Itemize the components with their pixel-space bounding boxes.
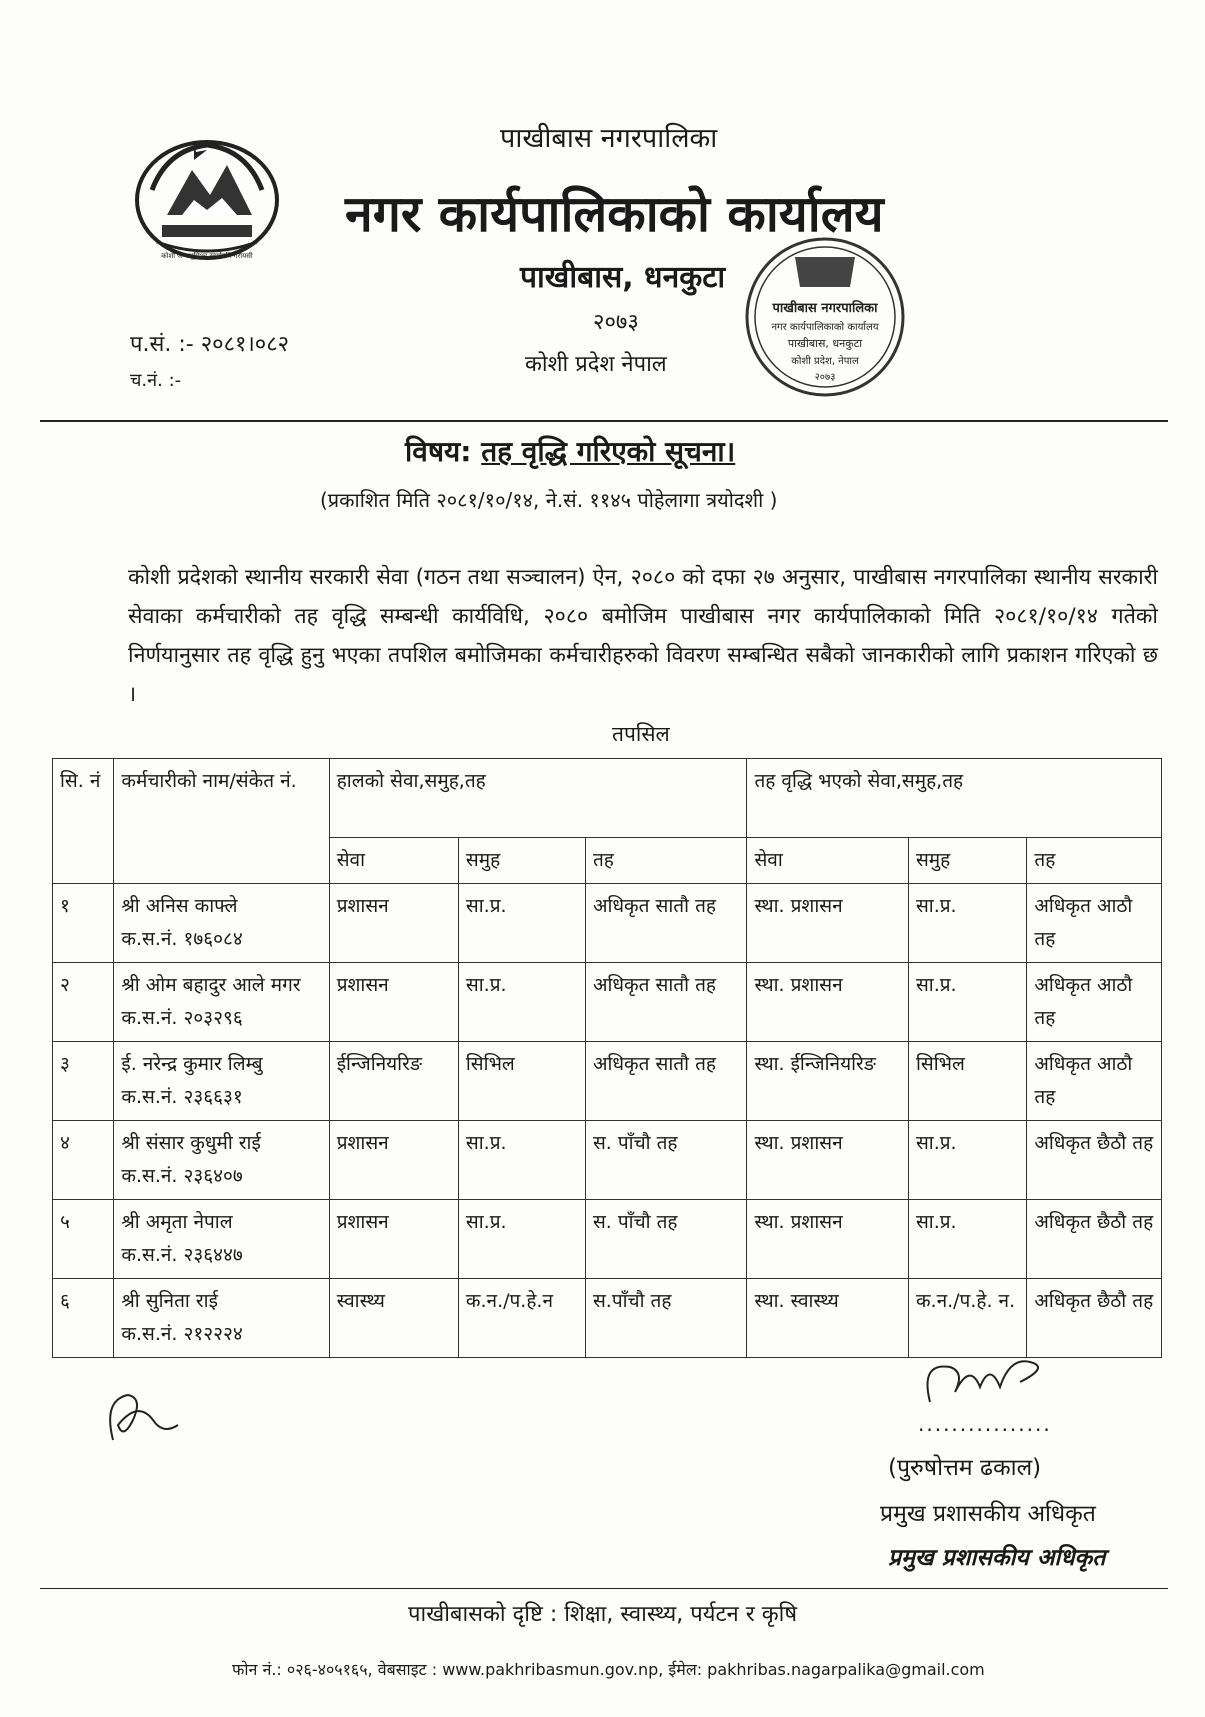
employee-code: क.स.नं. २३६४४७	[121, 1244, 243, 1266]
officer-signature	[910, 1342, 1060, 1422]
header-sn: सि. नं	[53, 759, 114, 884]
office-address: पाखीबास, धनकुटा	[520, 260, 726, 295]
row-name	[114, 1042, 329, 1121]
row-cur-service: प्रशासन	[329, 963, 458, 1042]
dispatch-number: च.नं. :-	[130, 370, 182, 391]
province-name: कोशी प्रदेश नेपाल	[525, 352, 667, 377]
row-cur-group: सा.प्र.	[458, 884, 585, 963]
initial-signature	[98, 1380, 188, 1460]
signatory-stamp: प्रमुख प्रशासकीय अधिकृत	[888, 1545, 1106, 1571]
row-new-group: क.न./प.हे. न.	[908, 1279, 1026, 1358]
employee-name: श्री सुनिता राई	[121, 1290, 218, 1312]
published-date: (प्रकाशित मिति २०८१/१०/१४, ने.सं. ११४५ पोहेलागा त्रयोदशी )	[320, 488, 778, 512]
employee-name: ई. नरेन्द्र कुमार लिम्बु	[121, 1053, 263, 1075]
table-header-row	[53, 759, 1162, 838]
row-name	[114, 1279, 329, 1358]
row-cur-level: स. पाँचौ तह	[585, 1121, 747, 1200]
table-row	[53, 884, 1162, 963]
stamp-line3: पाखीबास, धनकुटा	[787, 337, 863, 350]
footer-contact: फोन नं.: ०२६-४०५१६५, वेबसाइट : www.pakhribasmun.gov.np, ईमेल: pakhribas.nagarpalika@gmail.com	[232, 1660, 985, 1679]
row-cur-service: ईन्जिनियरिङ	[329, 1042, 458, 1121]
row-cur-service: प्रशासन	[329, 1121, 458, 1200]
row-cur-group: सिभिल	[458, 1042, 585, 1121]
signature-dots: ................	[918, 1412, 1052, 1436]
row-cur-service: स्वास्थ्य	[329, 1279, 458, 1358]
row-cur-service: प्रशासन	[329, 884, 458, 963]
subject-label: विषय:	[405, 435, 472, 468]
row-new-level: अधिकृत छैठौ तह	[1027, 1121, 1162, 1200]
header-promoted: तह वृद्धि भएको सेवा,समुह,तह	[747, 759, 1162, 838]
stamp-line1: पाखीबास नगरपालिका	[772, 301, 878, 316]
row-new-service: स्था. स्वास्थ्य	[747, 1279, 909, 1358]
header-name: कर्मचारीको नाम/संकेत नं.	[114, 759, 329, 884]
table-row	[53, 1200, 1162, 1279]
employee-code: क.स.नं. २३६६३१	[121, 1086, 243, 1108]
employee-name: श्री संसार कुधुमी राई	[121, 1132, 261, 1154]
row-sn: ५	[53, 1200, 114, 1279]
table-row	[53, 1042, 1162, 1121]
row-new-service: स्था. ईन्जिनियरिङ	[747, 1042, 909, 1121]
header-new-group: समुह	[908, 838, 1026, 884]
row-new-level: अधिकृत आठौ तह	[1027, 884, 1162, 963]
row-new-group: सा.प्र.	[908, 1200, 1026, 1279]
row-new-level: अधिकृत छैठौ तह	[1027, 1200, 1162, 1279]
row-name	[114, 963, 329, 1042]
signatory-name: (पुरुषोत्तम ढकाल)	[888, 1455, 1042, 1481]
row-new-service: स्था. प्रशासन	[747, 884, 909, 963]
row-cur-level: अधिकृत सातौ तह	[585, 884, 747, 963]
header-divider	[40, 420, 1168, 422]
header-cur-group: समुह	[458, 838, 585, 884]
header-current: हालको सेवा,समुह,तह	[329, 759, 747, 838]
row-cur-level: अधिकृत सातौ तह	[585, 1042, 747, 1121]
row-cur-group: सा.प्र.	[458, 963, 585, 1042]
row-cur-group: सा.प्र.	[458, 1200, 585, 1279]
office-stamp	[740, 232, 910, 402]
row-cur-level: अधिकृत सातौ तह	[585, 963, 747, 1042]
employee-code: क.स.नं. २०३२९६	[121, 1007, 243, 1029]
row-new-service: स्था. प्रशासन	[747, 1200, 909, 1279]
promotion-table	[52, 758, 1162, 1358]
row-new-group: सा.प्र.	[908, 1121, 1026, 1200]
row-sn: १	[53, 884, 114, 963]
row-sn: ६	[53, 1279, 114, 1358]
subject-line	[405, 432, 735, 470]
employee-code: क.स.नं. १७६०८४	[121, 928, 243, 950]
row-name	[114, 1200, 329, 1279]
row-new-service: स्था. प्रशासन	[747, 1121, 909, 1200]
header-cur-service: सेवा	[329, 838, 458, 884]
signatory-title: प्रमुख प्रशासकीय अधिकृत	[880, 1501, 1096, 1527]
office-name: नगर कार्यपालिकाको कार्यालय	[345, 185, 884, 243]
row-cur-group: क.न./प.हे.न	[458, 1279, 585, 1358]
row-new-level: अधिकृत आठौ तह	[1027, 963, 1162, 1042]
notice-body: कोशी प्रदेशको स्थानीय सरकारी सेवा (गठन तथा सञ्चालन) ऐन, २०८० को दफा २७ अनुसार, पाखीबास नगरपालिका स्थानीय सरकारी सेवाका कर्मचारीको तह वृद्धि सम्बन्धी कार्यविधि, २०८० बमोजिम पाखीबास नगर कार्यपालिकाको मिति २०८१/१०/१४ गतेको निर्णयानुसार तह वृद्धि हुनु भएका तपशिल बमोजिमका कर्मचारीहरुको विवरण सम्बन्धित सबैको जानकारीको लागि प्रकाशन गरिएको छ ।	[128, 565, 1158, 707]
header-new-level: तह	[1027, 838, 1162, 884]
row-name	[114, 1121, 329, 1200]
row-sn: २	[53, 963, 114, 1042]
municipality-name: पाखीबास नगरपालिका	[500, 123, 718, 154]
row-new-group: सा.प्र.	[908, 884, 1026, 963]
established-year: २०७३	[593, 310, 639, 335]
row-sn: ३	[53, 1042, 114, 1121]
employee-code: क.स.नं. २३६४०७	[121, 1165, 243, 1187]
footer-vision: पाखीबासको दृष्टि : शिक्षा, स्वास्थ्य, पर्यटन र कृषि	[408, 1602, 798, 1627]
employee-name: श्री ओम बहादुर आले मगर	[121, 974, 301, 996]
row-new-level: अधिकृत छैठौ तह	[1027, 1279, 1162, 1358]
subject-value: तह वृद्धि गरिएको सूचना।	[481, 435, 736, 468]
row-sn: ४	[53, 1121, 114, 1200]
row-new-group: सा.प्र.	[908, 963, 1026, 1042]
row-name	[114, 884, 329, 963]
row-cur-service: प्रशासन	[329, 1200, 458, 1279]
row-new-group: सिभिल	[908, 1042, 1026, 1121]
header-new-service: सेवा	[747, 838, 909, 884]
table-title: तपसिल	[612, 722, 670, 746]
table-row	[53, 1121, 1162, 1200]
employee-name: श्री अनिस काफ्ले	[121, 895, 238, 917]
row-cur-level: स. पाँचौ तह	[585, 1200, 747, 1279]
employee-code: क.स.नं. २१२२२४	[121, 1323, 243, 1345]
stamp-line2: नगर कार्यपालिकाको कार्यालय	[771, 322, 879, 333]
row-new-service: स्था. प्रशासन	[747, 963, 909, 1042]
emblem-caption: कोशी जन्मभूमिश्च स्वर्गादपि गरीयसी	[161, 252, 253, 260]
stamp-line5: २०७३	[814, 372, 836, 383]
nepal-emblem-icon	[132, 130, 282, 265]
stamp-line4: कोशी प्रदेश, नेपाल	[791, 356, 859, 367]
footer-divider	[40, 1588, 1168, 1589]
row-cur-group: सा.प्र.	[458, 1121, 585, 1200]
employee-name: श्री अमृता नेपाल	[121, 1211, 233, 1233]
table-row	[53, 963, 1162, 1042]
header-cur-level: तह	[585, 838, 747, 884]
reference-number: प.सं. :- २०८१।०८२	[130, 332, 290, 357]
row-new-level: अधिकृत आठौ तह	[1027, 1042, 1162, 1121]
row-cur-level: स.पाँचौ तह	[585, 1279, 747, 1358]
